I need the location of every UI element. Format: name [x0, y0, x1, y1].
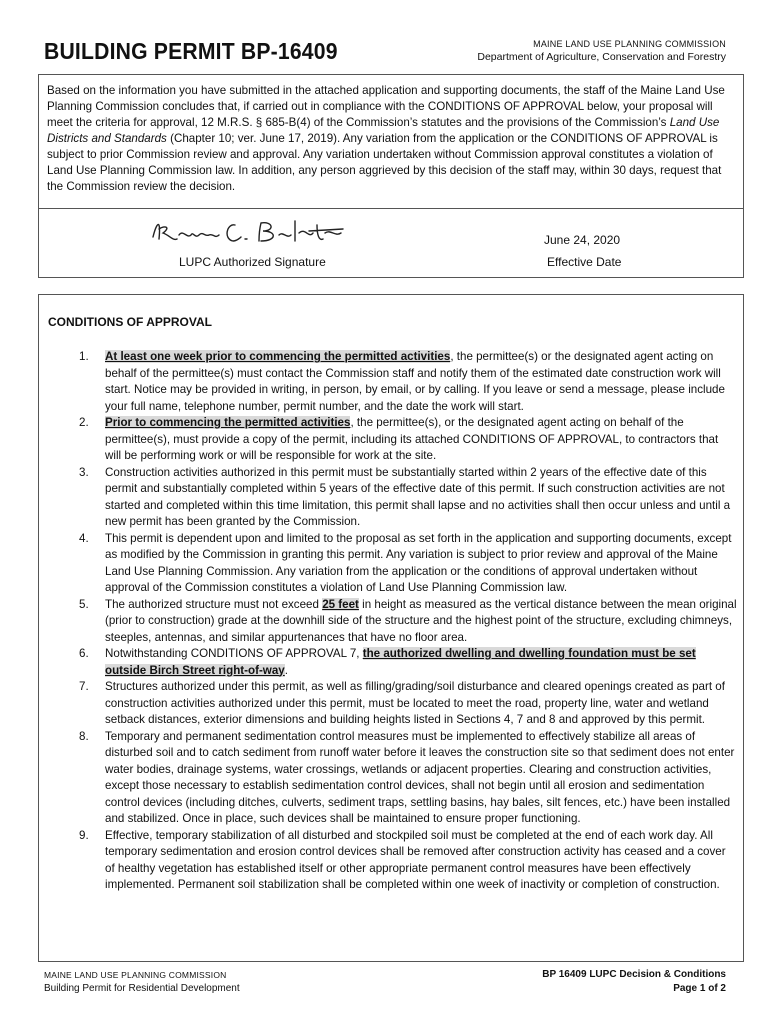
conditions-heading: CONDITIONS OF APPROVAL	[48, 315, 213, 329]
footer-left	[44, 968, 240, 996]
condition-item: 5. The authorized structure must not exceed 25 feet in height as measured as the vertical distance between the mean original (prior to construction) grade at the downhill side of the structure and the highest point of the structure, excluding chimneys, steeples, antennas, and similar appurtenances that have no floor area.	[79, 597, 737, 644]
footer-doc-title: BP 16409 LUPC Decision & Conditions	[542, 969, 726, 980]
page-number: Page 1 of 2	[673, 983, 726, 994]
footer-doc-type: Building Permit for Residential Development	[44, 983, 240, 994]
condition-item: 6. Notwithstanding CONDITIONS OF APPROVAL 7, the authorized dwelling and dwelling foundation must be set outside Birch Street right-of-way.	[79, 647, 696, 677]
condition-item: 4. This permit is dependent upon and limited to the proposal as set forth in the application and supporting documents, except as modified by the Commission in granting this permit. Any variation is subject to prior review and approval of the Maine Land Use Planning Commission. Any variation from the application or the conditions of approval undertaken without approval of the Commission constitutes a violation of Land Use Planning Commission law.	[79, 531, 732, 594]
intro-paragraph: Based on the information you have submitted in the attached application and supporting documents, the staff of the Maine Land Use Planning Commission concludes that, if carried out in compliance with the CONDITIONS OF APPROVAL below, your proposal will meet the criteria for approval, 12 M.R.S. § 685-B(4) of the Commission’s statutes and the provisions of the Commission’s Land Use Districts and Standards (Chapter 10; ver. June 17, 2019). Any variation from the application or the CONDITIONS OF APPROVAL is subject to prior Commission review and approval. Any variation undertaken without Commission approval constitutes a violation of Land Use Planning Commission law. In addition, any person aggrieved by this decision of the staff may, within 30 days, request that the Commission review the decision.	[47, 84, 725, 193]
conditions-box	[38, 294, 744, 962]
condition-item: 3. Construction activities authorized in this permit must be substantially started within 2 years of the effective date of this permit and substantially completed within 5 years of the effective date of this permit. If such construction activities are not started and completed within this time limitation, this permit shall lapse and no activities shall then occur unless and until a new permit has been granted by the Commission.	[79, 465, 731, 528]
condition-item: 7. Structures authorized under this permit, as well as filling/grading/soil disturbance and cleared openings created as part of construction activities authorized under this permit, must be located to meet the road, property line, water and wetland setback distances, exterior dimensions and building heights listed in Sections 4, 7 and 8 and approved by this permit.	[79, 680, 725, 726]
agency-block	[477, 38, 726, 64]
intro-italic-title: Land Use Districts and Standards	[47, 116, 720, 145]
condition-item: 1. At least one week prior to commencing the permitted activities, the permittee(s) or the designated agent acting on behalf of the permittee(s) must contact the Commission staff and notify them of the estimated date construction work will start. Notice may be provided in writing, in person, by email, or by calling. If you leave or send a message, please include your full name, telephone number, permit number, and the date the work will start.	[79, 350, 725, 413]
signature-label: LUPC Authorized Signature	[179, 255, 326, 269]
condition-item: 2. Prior to commencing the permitted activities, the permittee(s), or the designated agent acting on behalf of the permittee(s), must provide a copy of the permit, including its attached CONDITIONS OF APPROVAL, to contractors that will be performing work or will be responsible for work at the site.	[79, 416, 719, 462]
divider	[39, 208, 743, 209]
effective-date: June 24, 2020	[544, 233, 621, 247]
signature-image	[149, 215, 349, 253]
agency-name: MAINE LAND USE PLANNING COMMISSION	[533, 39, 726, 49]
effective-date-label: Effective Date	[547, 255, 622, 269]
agency-dept: Department of Agriculture, Conservation and Forestry	[477, 51, 726, 63]
footer-agency: MAINE LAND USE PLANNING COMMISSION	[44, 970, 227, 980]
condition-item: 9. Effective, temporary stabilization of all disturbed and stockpiled soil must be completed at the end of each work day. All temporary sedimentation and erosion control devices shall be removed after construction activity has ceased and a cover of healthy vegetation has established itself or other appropriate permanent control measures have been effectively implemented. Permanent soil stabilization shall be completed within one week of inactivity or completion of construction.	[79, 828, 726, 891]
footer-right	[542, 968, 726, 996]
condition-item: 8. Temporary and permanent sedimentation control measures must be implemented to effectively stabilize all areas of disturbed soil and to catch sediment from runoff water before it leaves the construction site so that sediment does not enter water bodies, drainage systems, water crossings, wetlands or adjacent properties. Clearing and construction activities, except those necessary to establish sedimentation control devices, shall not begin until all erosion and sedimentation control devices (including ditches, culverts, sediment traps, settling basins, hay bales, silt fences, etc.) have been installed and stabilized. Once in place, such devices shall be maintained to ensure proper functioning.	[79, 729, 735, 825]
conditions-list	[39, 349, 745, 894]
page-title: BUILDING PERMIT BP-16409	[44, 38, 338, 64]
intro-box	[38, 74, 744, 278]
